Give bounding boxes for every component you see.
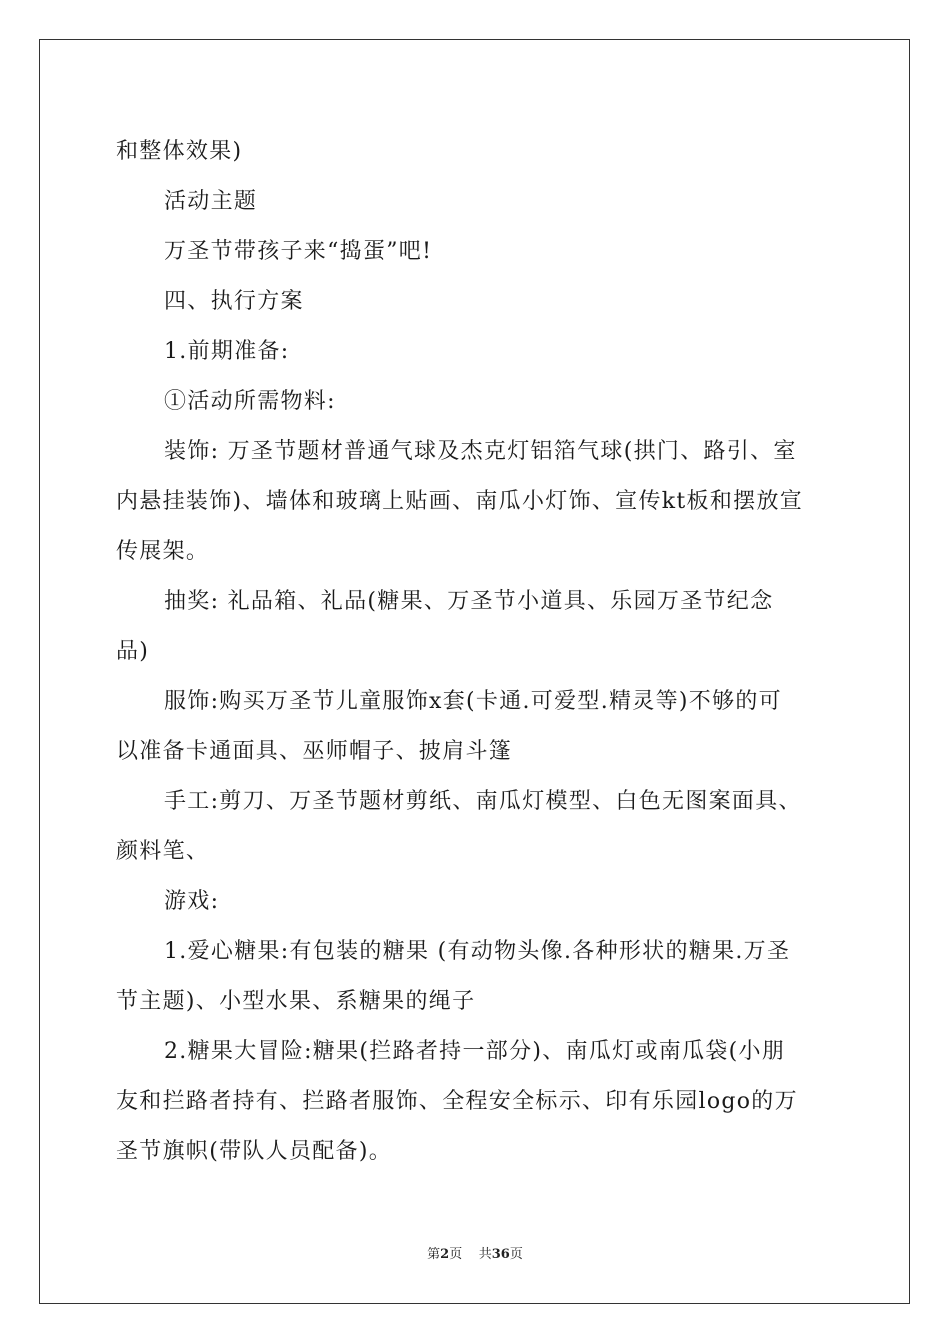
page-prefix: 第 <box>427 1247 441 1262</box>
text-line: 传展架。 <box>116 539 210 564</box>
text-line: 品) <box>116 639 150 664</box>
text-line: 装饰: 万圣节题材普通气球及杰克灯铝箔气球(拱门、路引、室 <box>164 439 797 464</box>
text-line: 服饰:购买万圣节儿童服饰x套(卡通.可爱型.精灵等)不够的可 <box>164 689 782 714</box>
text-line: 游戏: <box>164 889 220 914</box>
text-line: 颜料笔、 <box>116 839 210 864</box>
text-line: 2.糖果大冒险:糖果(拦路者持一部分)、南瓜灯或南瓜袋(小朋 <box>164 1039 786 1064</box>
page-footer <box>0 1246 950 1264</box>
page-number: 2 <box>440 1247 450 1262</box>
text-line: 以准备卡通面具、巫师帽子、披肩斗篷 <box>116 739 513 764</box>
text-line: 内悬挂装饰)、墙体和玻璃上贴画、南瓜小灯饰、宣传kt板和摆放宣 <box>116 489 804 514</box>
text-line: 手工:剪刀、万圣节题材剪纸、南瓜灯模型、白色无图案面具、 <box>164 789 802 814</box>
text-line: 万圣节带孩子来“捣蛋”吧! <box>164 239 433 264</box>
section-heading: 四、执行方案 <box>164 289 304 314</box>
total-prefix: 共 <box>478 1247 492 1262</box>
page-suffix: 页 <box>449 1247 463 1262</box>
text-line: 节主题)、小型水果、系糖果的绳子 <box>116 989 476 1014</box>
text-line: 抽奖: 礼品箱、礼品(糖果、万圣节小道具、乐园万圣节纪念 <box>164 589 774 614</box>
text-line: 友和拦路者持有、拦路者服饰、全程安全标示、印有乐园logo的万 <box>116 1089 798 1114</box>
text-line: 圣节旗帜(带队人员配备)。 <box>116 1139 393 1164</box>
text-line: 1.爱心糖果:有包装的糖果 (有动物头像.各种形状的糖果.万圣 <box>164 939 791 964</box>
total-pages: 36 <box>491 1247 510 1262</box>
document-body <box>116 127 838 1177</box>
text-line: 活动主题 <box>164 189 258 214</box>
total-suffix: 页 <box>509 1247 523 1262</box>
text-line: 1.前期准备: <box>164 339 290 364</box>
text-line: ①活动所需物料: <box>164 389 336 414</box>
text-line: 和整体效果) <box>116 139 243 164</box>
